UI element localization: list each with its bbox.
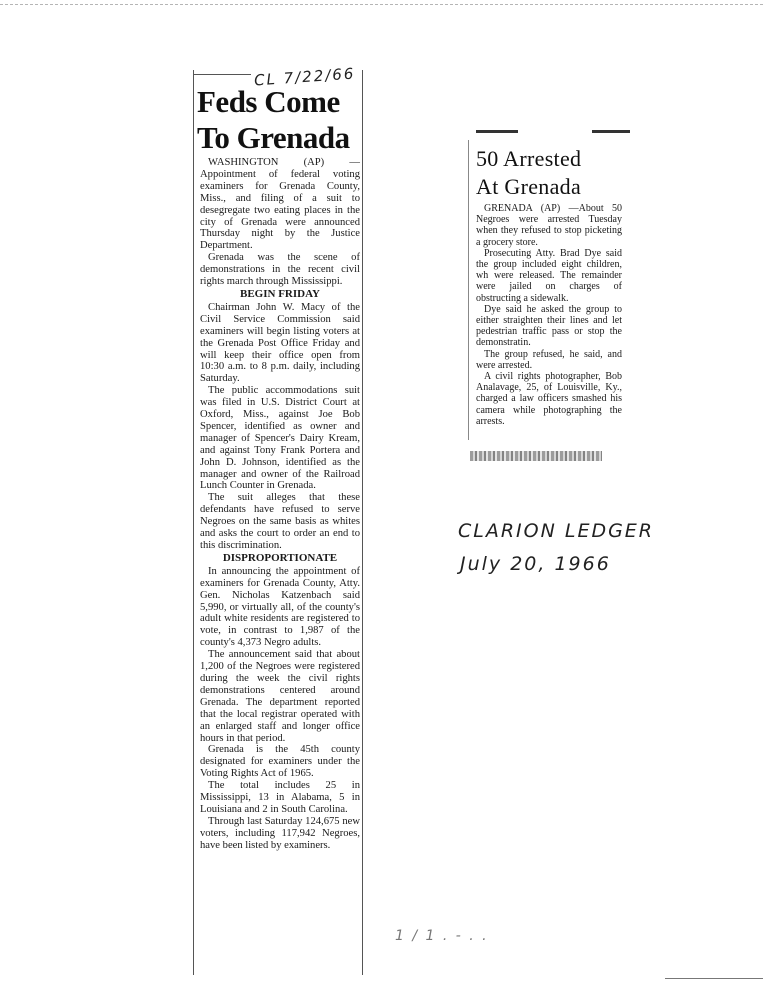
left-paragraph: In announcing the appointment of examiners for Grenada County, Atty. Gen. Nicholas Katzenbach said 5,990, or virtually all, of the county's adult white residents are registered to vote, in contrast to 1,987 of the county's 4,373 Negro adults. <box>200 565 360 649</box>
subhead-disproportionate: DISPROPORTIONATE <box>222 551 338 564</box>
left-headline-line2: To Grenada <box>197 120 350 155</box>
left-headline <box>197 84 362 156</box>
right-paragraph: A civil rights photographer, Bob Analavage, 25, of Louisville, Ky., charged a law officers smashed his camera while photographing the arrests. <box>476 371 622 427</box>
bottom-scribble: 1 / 1 . - . . <box>395 928 489 944</box>
left-paragraph: Chairman John W. Macy of the Civil Service Commission said examiners will begin listing voters at the Grenada Post Office Friday and will keep their office open from 10:30 a.m. to 8 p.m. daily, including Saturday. <box>200 301 360 385</box>
left-article-body <box>200 157 360 852</box>
left-paragraph: The public accommodations suit was filed in U.S. District Court at Oxford, Miss., against Joe Bob Spencer, identified as owner and manager of Spencer's Dairy Kream, and against Tony Frank Portera and John D. Johnson, identified as the manager and owner of the Railroad Lunch Counter in Grenada. <box>200 385 360 492</box>
right-headline-line2: At Grenada <box>476 174 582 199</box>
top-dashed-border <box>0 4 763 5</box>
torn-edge-smudge <box>470 451 602 461</box>
left-paragraph: The suit alleges that these defendants have refused to serve Negroes on the same basis as whites and asks the court to order an end to this discrimination. <box>200 492 360 551</box>
left-paragraph: The announcement said that about 1,200 of the Negroes were registered during the week the civil rights demonstrations centered around Grenada. The department reported that the local registrar operated with an enlarged staff and longer office hours in that period. <box>200 649 360 744</box>
left-clip-edge <box>193 70 194 975</box>
right-paragraph: The group refused, he said, and were arrested. <box>476 348 622 371</box>
left-paragraph: WASHINGTON (AP) — Appointment of federal voting examiners for Grenada County, Miss., and filing of a suit to desegregate two eating places in the city of Grenada were announced Thursday night by the Justice Department. <box>200 157 360 252</box>
subhead-begin-friday: BEGIN FRIDAY <box>240 287 320 300</box>
right-article-body <box>476 203 622 427</box>
right-clip-edge <box>362 70 363 975</box>
bottom-right-rule <box>665 978 763 979</box>
left-paragraph: Grenada was the scene of demonstrations in the recent civil rights march through Mississippi. <box>200 252 360 288</box>
handwritten-source-date: July 20, 1966 <box>460 553 611 575</box>
right-headline <box>476 145 626 201</box>
top-rule-right <box>592 130 630 133</box>
left-paragraph: The total includes 25 in Mississippi, 13 in Alabama, 5 in Louisiana and 2 in South Carolina. <box>200 780 360 815</box>
right-paragraph: Prosecuting Atty. Brad Dye said the group included eight children, wh were released. The remainder were jailed on charges of obstructing a sidewalk. <box>476 247 622 304</box>
right-clip-edge-left <box>468 140 469 440</box>
right-headline-line1: 50 Arrested <box>476 146 582 171</box>
left-paragraph: Through last Saturday 124,675 new voters, including 117,942 Negroes, have been listed by examiners. <box>200 815 360 851</box>
top-rule-left <box>476 130 518 133</box>
right-paragraph: Dye said he asked the group to either straighten their lines and let pedestrian traffic pass or stop the demonstratin. <box>476 303 622 349</box>
handwritten-source: CLARION LEDGER <box>458 520 655 542</box>
left-paragraph: Grenada is the 45th county designated for examiners under the Voting Rights Act of 1965. <box>200 744 360 780</box>
left-headline-line1: Feds Come <box>197 84 340 119</box>
handwritten-date: CL 7/22/66 <box>253 64 356 90</box>
right-paragraph: GRENADA (AP) —About 50 Negroes were arrested Tuesday when they refused to stop picketing a grocery store. <box>476 203 622 248</box>
clip-top-edge <box>193 74 251 75</box>
